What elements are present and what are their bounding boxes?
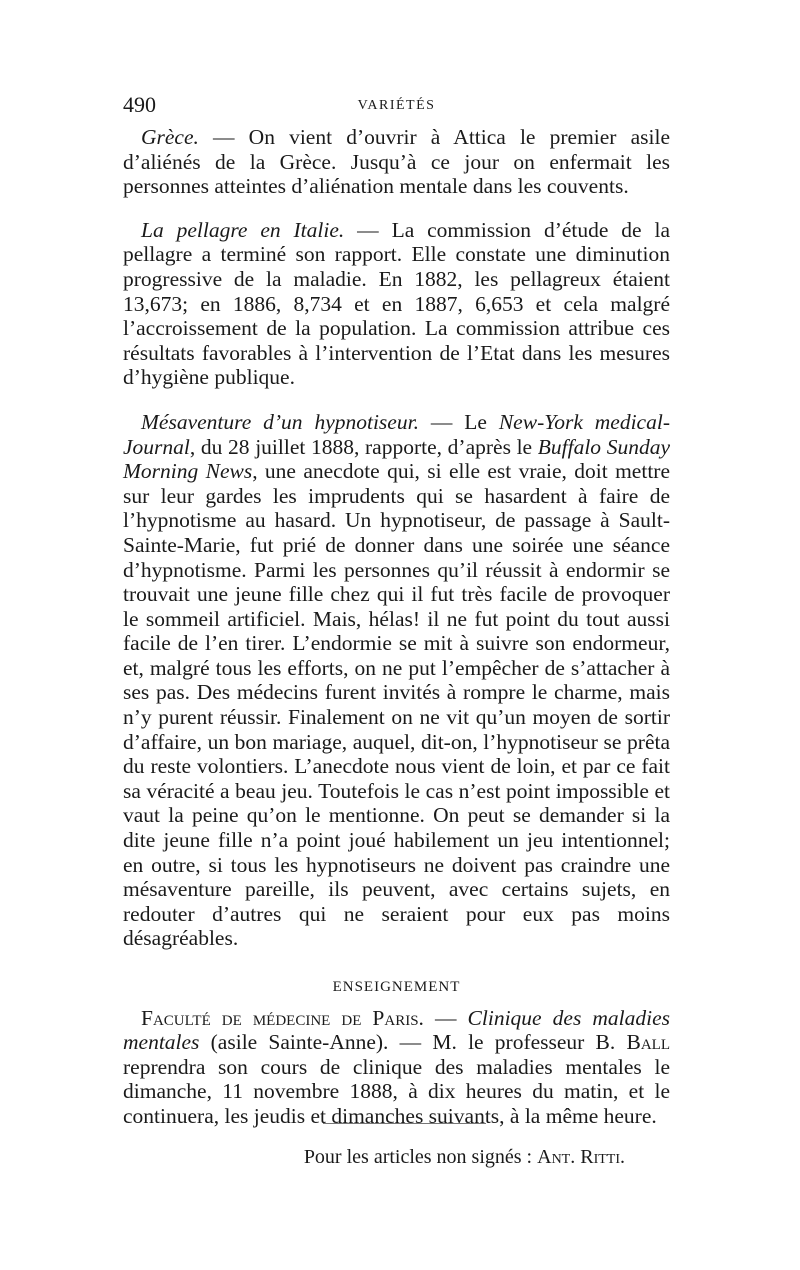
article-text: (asile Sainte-Anne). — M. le professeur B.	[199, 1030, 627, 1055]
article-title: Mésaventure d’un hypnotiseur.	[141, 409, 419, 434]
article-title: Grèce.	[141, 125, 199, 149]
journal-name: New-York medical-Journal	[123, 409, 670, 459]
article-text: — La commission d’étude de la pellagre a terminé son rapport. Elle constate une diminution progressive de la maladie. En 1882, les pellagreux étaient 13,673; en 1886, 8,734 et en 1887, 6,653 et cela malgré l’accroissement de la population. La commission attribue ces résultats favorables à l’intervention de l’Etat dans les mesures d’hygiène publique.	[123, 217, 670, 390]
article-text: — On vient d’ouvrir à Attica le premier asile d’aliénés de la Grèce. Jusqu’à ce jour on enfermait les personnes atteintes d’aliénation mentale dans les couvents.	[123, 125, 670, 199]
article-text: —	[423, 1005, 468, 1030]
newspaper-name: Buffalo Sunday Morning News	[123, 434, 670, 484]
faculty-name: Faculté de médecine de Paris.	[141, 1005, 424, 1030]
course-name: Clinique des maladies mentales	[123, 1005, 670, 1055]
article-text: , une anecdote qui, si elle est vraie, doit mettre sur leur gardes les imprudents qui se hasardent à faire de l’hypnotisme au hasard. Un hypnotiseur, de passage à Sault-Sainte-Marie, fut prié de donner dans une soirée une séance d’hypnotisme. Parmi les personnes qu’il réussit à endormir se trouvait une jeune fille chez qui il fut très facile de provoquer le sommeil artificiel. Mais, hélas! il ne fut point du tout aussi facile de l’en tirer. L’endormie se mit à suivre son endormeur, et, malgré tous les efforts, on ne put l’empêcher de s’attacher à ses pas. Des médecins furent invités à rompre le charme, mais n’y purent réussir. Finalement on ne vit qu’un moyen de sortir d’affaire, un bon mariage, auquel, dit-on, l’hypnotiseur se prêta du reste volontiers. L’anecdote nous vient de loin, et par ce fait sa véracité a beau jeu. Toutefois le cas n’est point impossible et vaut la peine qu’on le mentionne. On peut se demander si la dite jeune fille n’a point joué habilement un jeu intentionnel; en outre, si tous les hypnotiseurs ne doivent pas craindre une mésaventure pareille, ils peuvent, avec certains sujets, en redouter d’autres qui ne seraient pour eux pas moins désagréables.	[123, 459, 671, 951]
page-number: 490	[123, 92, 156, 117]
article-text: — Le	[418, 409, 499, 434]
running-title: VARIÉTÉS	[357, 98, 436, 113]
article-enseignement	[123, 1006, 670, 1129]
article-text: reprendra son cours de clinique des maladies mentales le dimanche, 11 novembre 1888, à dix heures du matin, et le continuera, les jeudis et dimanches suivants, à la même heure.	[123, 1054, 670, 1128]
closing-rule	[323, 1123, 486, 1124]
section-title-enseignement: ENSEIGNEMENT	[332, 979, 461, 995]
article-text: , du 28 juillet 1888, rapporte, d’après le	[189, 434, 538, 459]
page-body	[123, 125, 670, 1169]
signature-author: Ant. Ritti.	[537, 1145, 625, 1168]
article-title: La pellagre en Italie.	[141, 217, 345, 242]
article-pellagre	[123, 218, 670, 390]
page-header	[123, 92, 670, 118]
professor-name: Ball	[626, 1030, 670, 1055]
signature-line	[123, 1145, 670, 1170]
article-hypnotiseur	[123, 410, 670, 951]
signature-prefix: Pour les articles non signés :	[303, 1145, 538, 1168]
article-grece	[123, 125, 670, 199]
